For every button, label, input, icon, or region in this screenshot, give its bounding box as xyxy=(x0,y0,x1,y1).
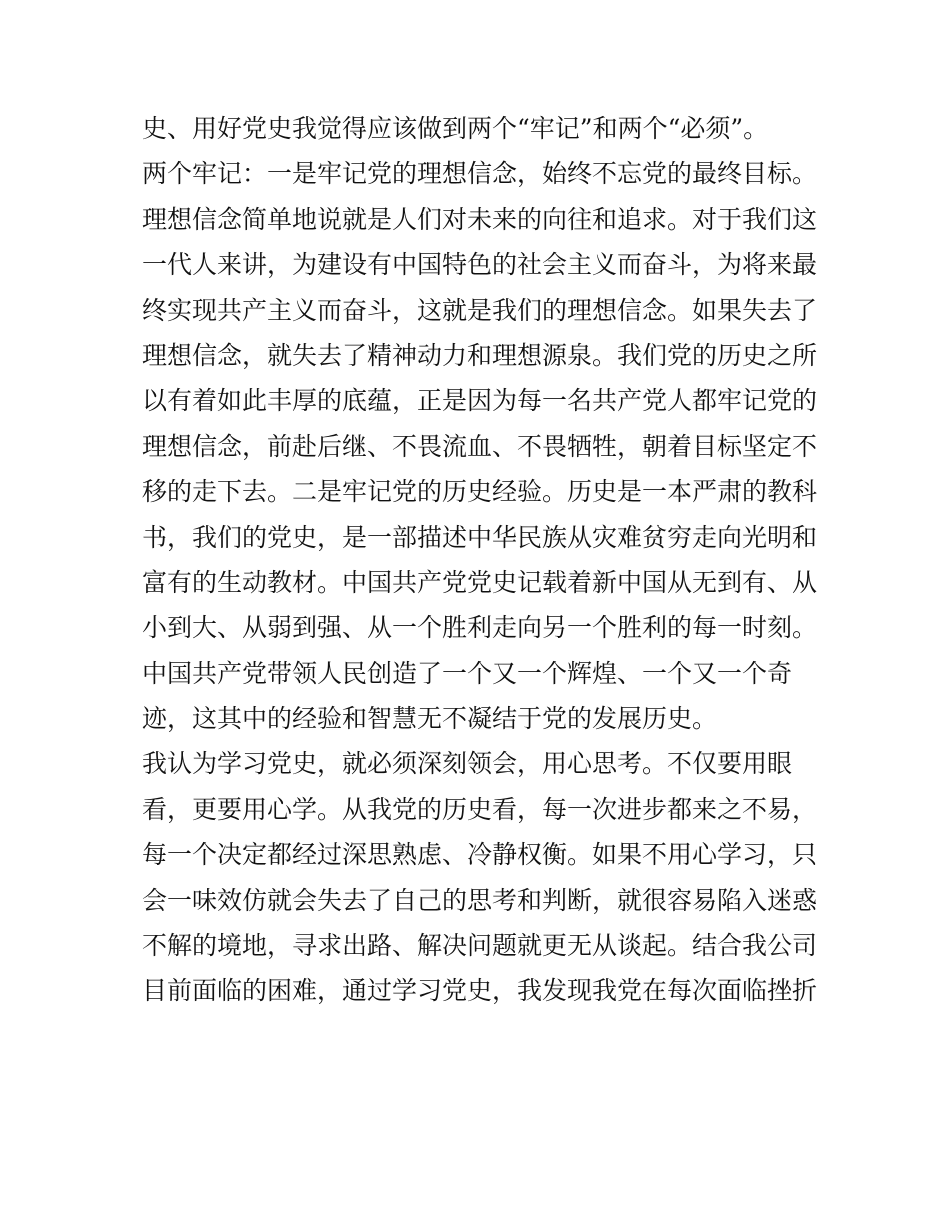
text-line: 小到大、从弱到强、从一个胜利走向另一个胜利的每一时刻。 xyxy=(142,613,818,643)
text-line: 富有的生动教材。中国共产党党史记载着新中国从无到有、从 xyxy=(142,567,818,597)
text-line: 看，更要用心学。从我党的历史看，每一次进步都来之不易， xyxy=(142,794,818,824)
text-line: 以有着如此丰厚的底蕴，正是因为每一名共产党人都牢记党的 xyxy=(142,386,818,416)
text-line: 我认为学习党史，就必须深刻领会，用心思考。不仅要用眼 xyxy=(142,749,793,779)
text-line: 理想信念，前赴后继、不畏流血、不畏牺牲，朝着目标坚定不 xyxy=(142,431,818,461)
text-line: 理想信念，就失去了精神动力和理想源泉。我们党的历史之所 xyxy=(142,340,818,370)
text-line: 每一个决定都经过深思熟虑、冷静权衡。如果不用心学习，只 xyxy=(142,840,818,870)
text-line: 书，我们的党史，是一部描述中华民族从灾难贫穷走向光明和 xyxy=(142,522,818,552)
text-line: 两个牢记：一是牢记党的理想信念，始终不忘党的最终目标。 xyxy=(142,159,818,189)
text-line: 会一味效仿就会失去了自己的思考和判断，就很容易陷入迷惑 xyxy=(142,885,818,915)
text-line: 中国共产党带领人民创造了一个又一个辉煌、一个又一个奇 xyxy=(142,658,793,688)
text-line: 目前面临的困难，通过学习党史，我发现我党在每次面临挫折 xyxy=(142,976,818,1006)
text-line: 终实现共产主义而奋斗，这就是我们的理想信念。如果失去了 xyxy=(142,295,818,325)
text-line: 迹，这其中的经验和智慧无不凝结于党的发展历史。 xyxy=(142,704,718,734)
text-line: 不解的境地，寻求出路、解决问题就更无从谈起。结合我公司 xyxy=(142,931,818,961)
body-text xyxy=(142,106,822,1014)
text-line: 一代人来讲，为建设有中国特色的社会主义而奋斗，为将来最 xyxy=(142,250,818,280)
text-line: 史、用好党史我觉得应该做到两个“牢记”和两个“必须”。 xyxy=(142,114,769,143)
text-line: 移的走下去。二是牢记党的历史经验。历史是一本严肃的教科 xyxy=(142,477,818,507)
text-line: 理想信念简单地说就是人们对未来的向往和追求。对于我们这 xyxy=(142,204,818,234)
